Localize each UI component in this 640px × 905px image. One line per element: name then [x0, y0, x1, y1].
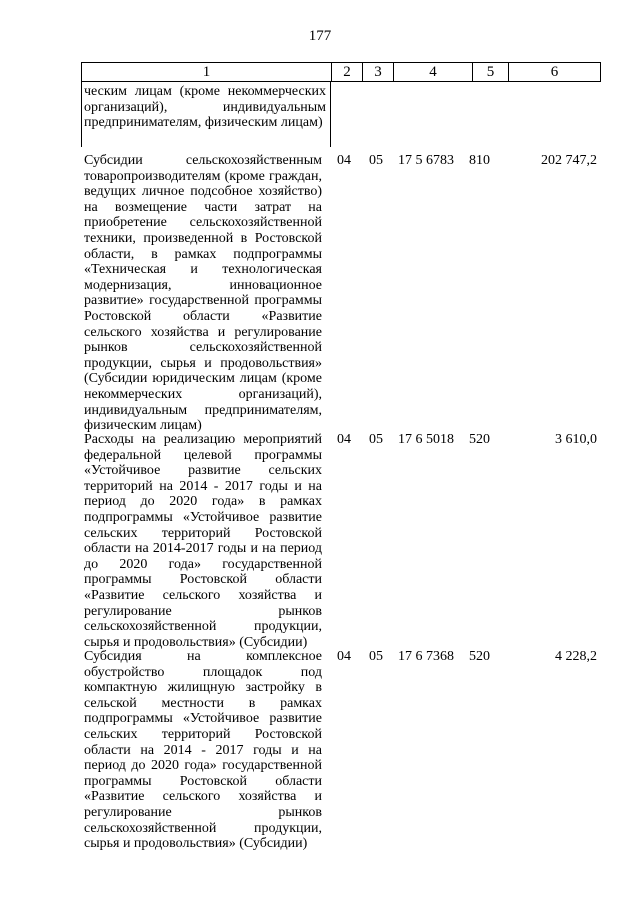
table-left-border [81, 82, 82, 147]
header-col-5: 5 [472, 63, 508, 81]
table-row-1-vr: 810 [469, 153, 490, 168]
table-row-3-amount: 4 228,2 [555, 649, 597, 664]
table-row-1-amount: 202 747,2 [541, 153, 597, 168]
table-row-3-pr: 05 [369, 649, 383, 664]
header-col-4: 4 [393, 63, 472, 81]
header-col-1: 1 [202, 64, 211, 80]
table-row-2-amount: 3 610,0 [555, 432, 597, 447]
table-row-2-pr: 05 [369, 432, 383, 447]
header-col-6: 6 [508, 63, 600, 81]
table-row-3-csr: 17 6 7368 [398, 649, 454, 664]
header-col-2: 2 [331, 63, 362, 81]
table-row-3-vr: 520 [469, 649, 490, 664]
table-row-2-rz: 04 [337, 432, 351, 447]
table-row-1-rz: 04 [337, 153, 351, 168]
continuation-text: ческим лицам (кроме некоммерческих организаций), индивидуальным предпринимателям, физическим лицам) [84, 84, 326, 131]
column-divider [330, 82, 331, 147]
table-header [81, 62, 601, 82]
table-row-1-description: Субсидии сельскохозяйственным товаропроизводителям (кроме граждан, ведущих личное подсобное хозяйство) на возмещение части затрат на приобретение сельскохозяйственной техники, произведенной в Ростовской области, в рамках подпрограммы «Техническая и технологическая модернизация, инновационное развитие» государственной программы Ростовской области «Развитие сельского хозяйства и регулирование рынков сельскохозяйственной продукции, сырья и продовольствия» (Субсидии юридическим лицам (кроме некоммерческих организаций), индивидуальным предпринимателям, физическим лицам) [84, 153, 322, 434]
table-row-3-description: Субсидия на комплексное обустройство площадок под компактную жилищную застройку в сельской местности в рамках подпрограммы «Устойчивое развитие сельских территорий Ростовской области на 2014 - 2017 годы и на период до 2020 года» государственной программы Ростовской области «Развитие сельского хозяйства и регулирование рынков сельскохозяйственной продукции, сырья и продовольствия» (Субсидии) [84, 649, 322, 852]
table-row-2-vr: 520 [469, 432, 490, 447]
table-row-3-rz: 04 [337, 649, 351, 664]
table-row-2-description: Расходы на реализацию мероприятий федеральной целевой программы «Устойчивое развитие сельских территорий на 2014 - 2017 годы и на период до 2020 года» в рамках подпрограммы «Устойчивое развитие сельских территорий Ростовской области на 2014-2017 годы и на период до 2020 года» государственной программы Ростовской области «Развитие сельского хозяйства и регулирование рынков сельскохозяйственной продукции, сырья и продовольствия» (Субсидии) [84, 432, 322, 650]
header-col-3: 3 [362, 63, 393, 81]
table-row-1-pr: 05 [369, 153, 383, 168]
page-number: 177 [308, 28, 332, 44]
table-row-1-csr: 17 5 6783 [398, 153, 454, 168]
table-row-2-csr: 17 6 5018 [398, 432, 454, 447]
